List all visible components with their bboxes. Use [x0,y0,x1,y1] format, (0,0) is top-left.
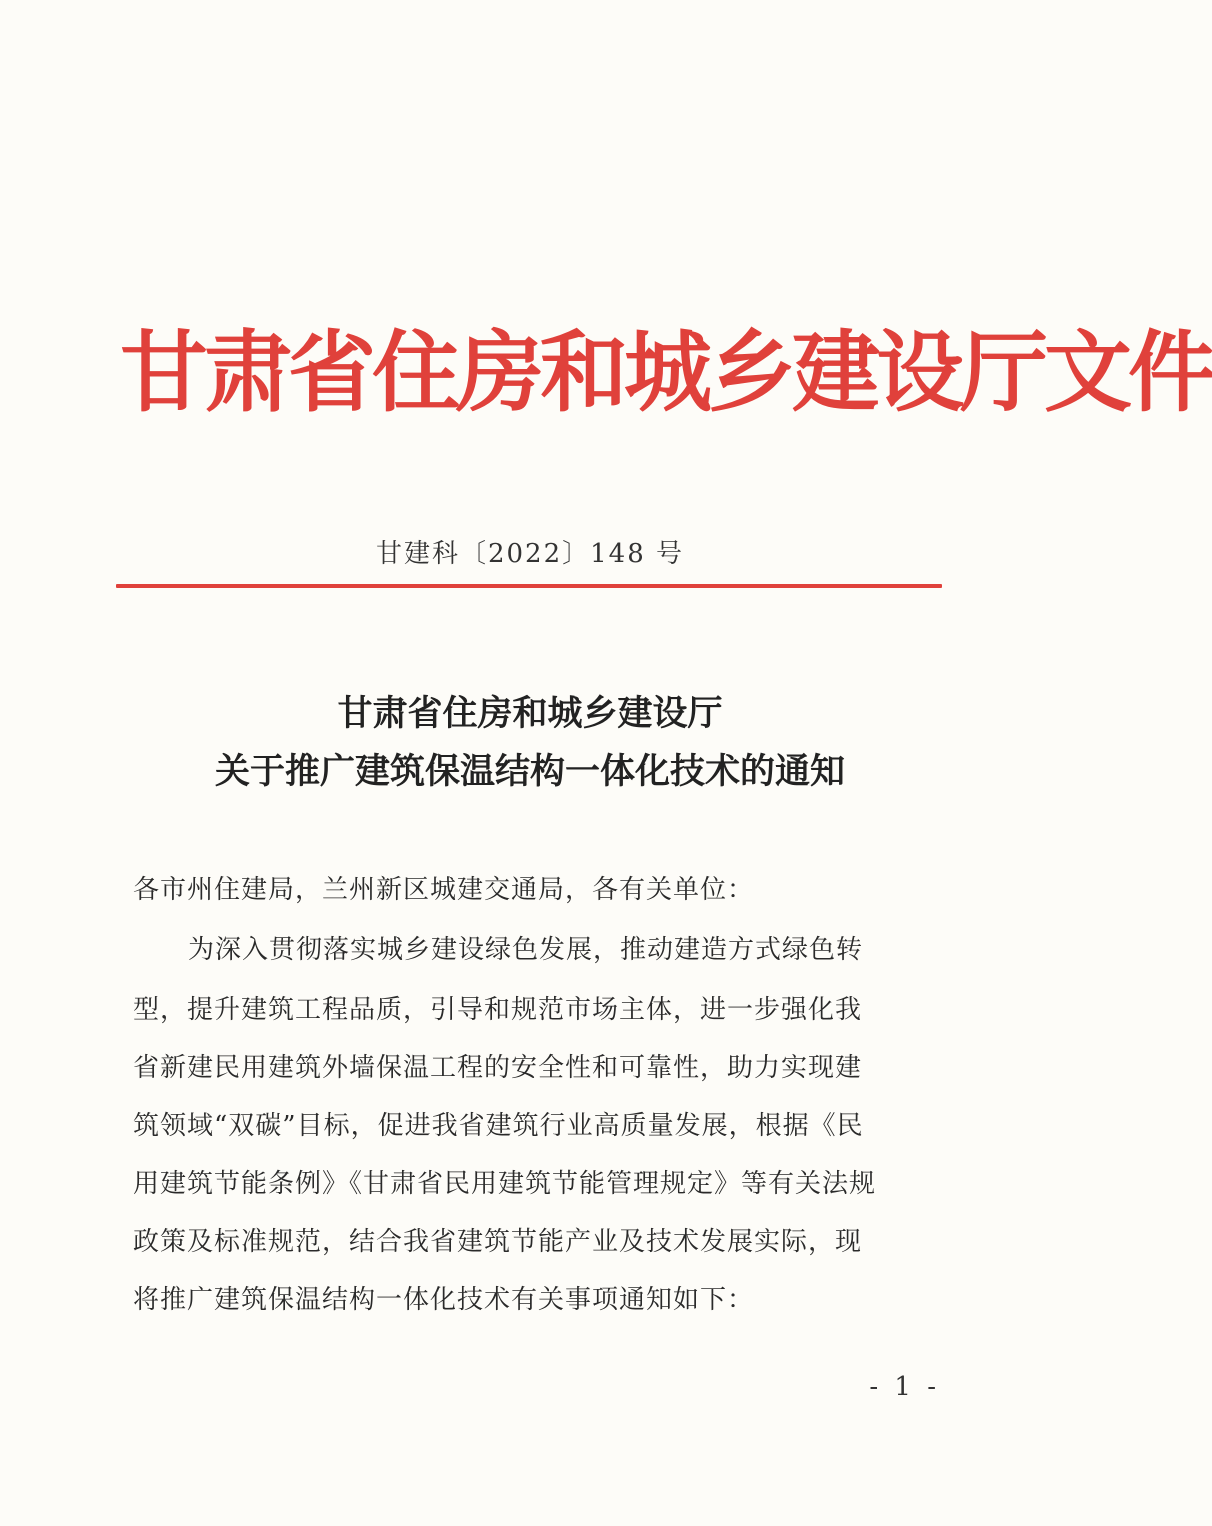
notice-title-line-2: 关于推广建筑保温结构一体化技术的通知 [214,751,845,792]
page-number: - 1 - [869,1372,940,1402]
notice-title-line-1: 甘肃省住房和城乡建设厅 [337,693,723,734]
body-line: 为深入贯彻落实城乡建设绿色发展，推动建造方式绿色转 [188,935,864,965]
body-line: 型，提升建筑工程品质，引导和规范市场主体，进一步强化我 [133,995,863,1025]
body-line: 用建筑节能条例》《甘肃省民用建筑节能管理规定》等有关法规 [133,1169,877,1199]
document-header-title: 甘肃省住房和城乡建设厅文件 [120,321,1212,424]
document-number: 甘建科〔2022〕148 号 [375,539,685,569]
body-line: 政策及标准规范，结合我省建筑节能产业及技术发展实际，现 [133,1227,863,1257]
body-line: 省新建民用建筑外墙保温工程的安全性和可靠性，助力实现建 [133,1053,863,1083]
red-divider-line [116,584,942,588]
body-line: 筑领域“双碳”目标，促进我省建筑行业高质量发展，根据《民 [133,1111,864,1141]
body-line: 将推广建筑保温结构一体化技术有关事项通知如下： [133,1285,755,1315]
addressee-line: 各市州住建局，兰州新区城建交通局，各有关单位： [133,875,755,905]
